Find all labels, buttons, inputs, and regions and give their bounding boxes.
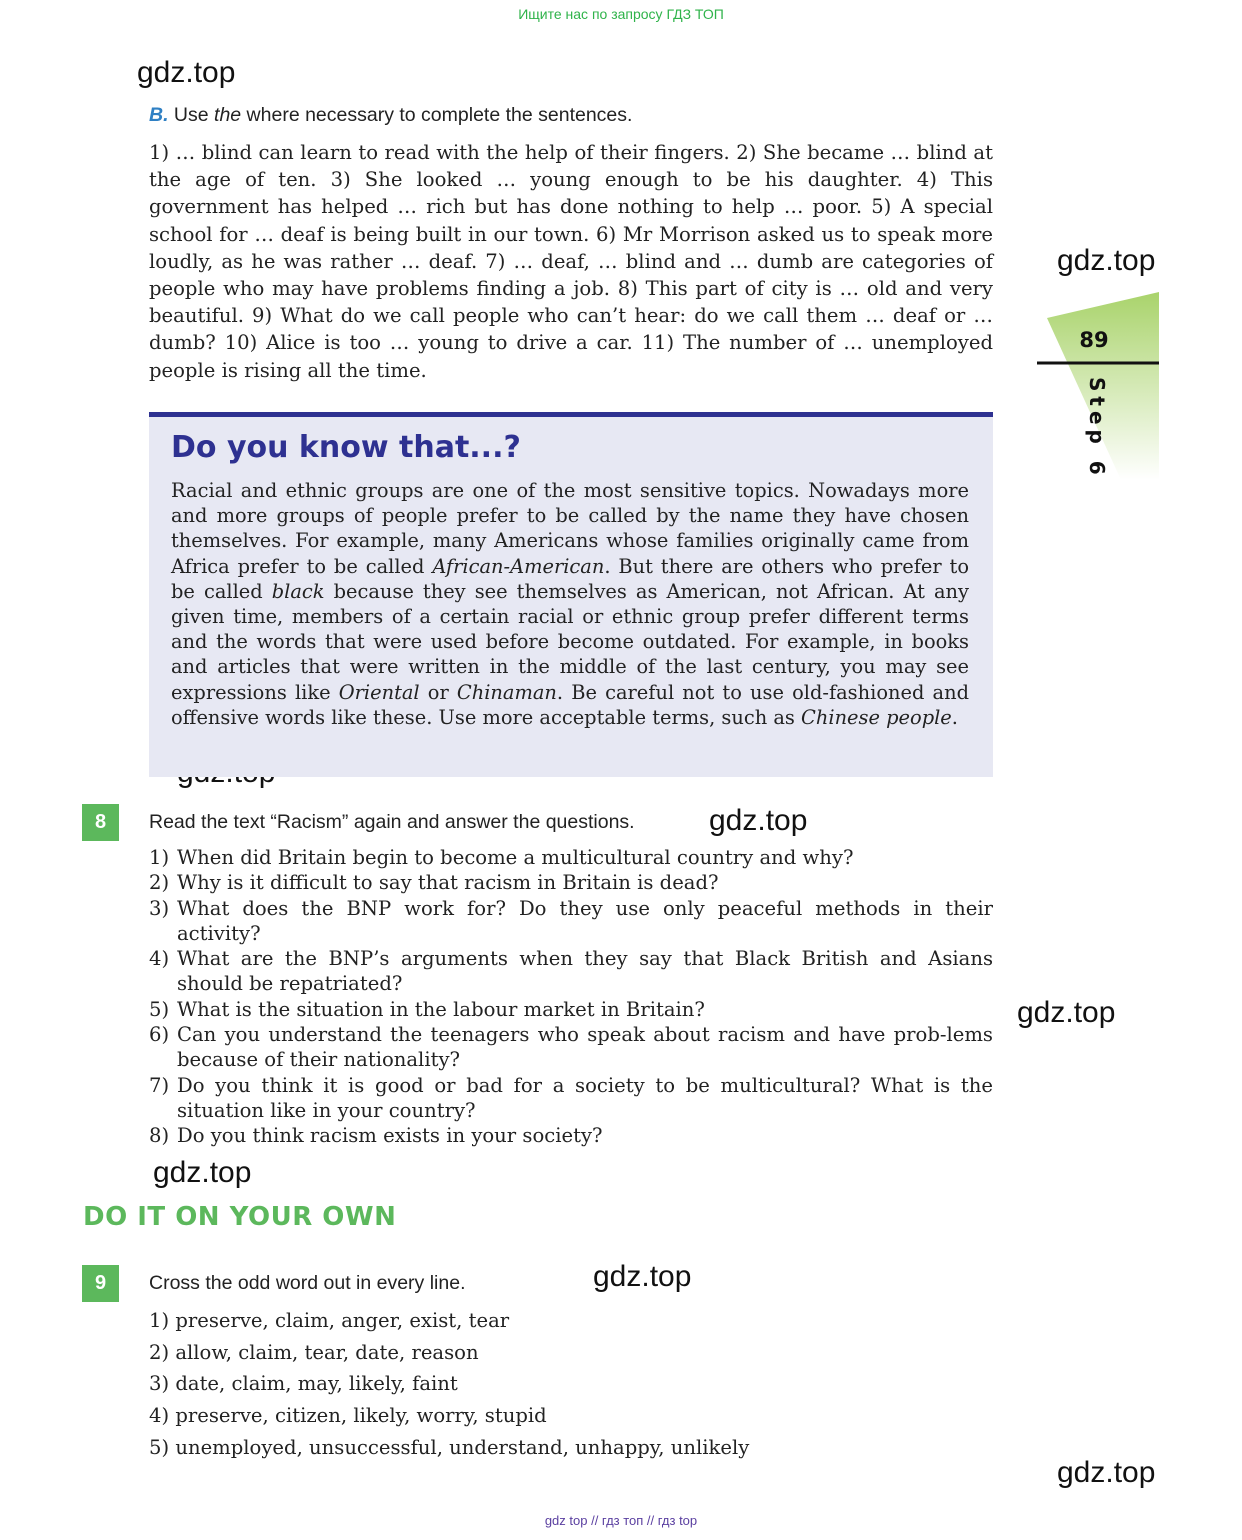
list-item: [149, 1022, 993, 1073]
exercise-b-text: 1) … blind can learn to read with the help of their fingers. 2) She became … blind at the age of ten. 3) She looked … young enough to be his daughter. 4) This government has helped … rich but has done nothing to help … poor. 5) A special school for … deaf is being built in our town. 6) Mr Morrison asked us to speak more loudly, as he was rather … deaf. 7) … deaf, … blind and … dumb are categories of people who may have problems finding a job. 8) This part of city is … old and very beautiful. 9) What do we call people who can’t hear: do we call them … deaf or … dumb? 10) Alice is too … young to drive a car. 11) The number of … unemployed people is rising all the time.: [149, 141, 993, 382]
item-text: Do you think it is good or bad for a society to be multicultural? What is the situation like in your country?: [177, 1073, 993, 1122]
exercise-8-instruction: Read the text “Racism” again and answer the questions.: [149, 811, 635, 833]
footer-links[interactable]: gdz top // гдз топ // гдз top: [544, 1513, 698, 1528]
text-part: .: [951, 705, 958, 729]
text-emphasis: Chinaman: [456, 680, 557, 704]
exercise-8-number: 8: [82, 804, 119, 841]
item-text: Can you understand the teenagers who speak about racism and have prob-lems because of their nationality?: [177, 1023, 993, 1072]
did-you-know-text: [171, 478, 969, 730]
item-number: 1): [149, 846, 170, 869]
item-number: 7): [149, 1073, 170, 1097]
list-item: 3) date, claim, may, likely, faint: [149, 1372, 458, 1396]
list-item: [149, 845, 993, 870]
watermark: gdz.top: [153, 1156, 252, 1189]
exercise-b-instruction: [149, 104, 632, 127]
list-item: [149, 997, 993, 1022]
exercise-9-lines: [149, 1305, 749, 1464]
exercise-9-number: 9: [82, 1265, 119, 1302]
list-item: [149, 896, 993, 947]
list-item: 1) preserve, claim, anger, exist, tear: [149, 1309, 510, 1332]
watermark: gdz.top: [1057, 244, 1156, 277]
text-emphasis: black: [271, 579, 325, 603]
item-text: Why is it difficult to say that racism in Britain is dead?: [177, 871, 719, 895]
text-emphasis: African-American: [432, 554, 605, 578]
item-text: What is the situation in the labour market in Britain?: [177, 997, 705, 1021]
text-emphasis: Oriental: [338, 680, 420, 704]
list-item: 2) allow, claim, tear, date, reason: [149, 1340, 479, 1364]
watermark: gdz.top: [1057, 1456, 1156, 1489]
text-part: Racial and ethnic groups are one of the most sensitive topics. Nowadays more and more groups of people prefer to be called by the name they have chosen themselves. For example, many Americans whose families originally came from Africa prefer to be called: [171, 479, 969, 578]
page-number: 89: [1079, 328, 1109, 352]
list-item: [149, 1073, 993, 1124]
item-text: What does the BNP work for? Do they use only peaceful methods in their activity?: [177, 896, 993, 945]
text-part: or: [419, 680, 457, 704]
list-item: 5) unemployed, unsuccessful, understand, unhappy, unlikely: [149, 1435, 750, 1459]
list-item: [149, 1123, 993, 1148]
text-part: because they see themselves as American, not African. At any given time, members of a certain racial or ethnic group prefer different terms and the words that were used before become outdated. For example, in books and articles that were written in the middle of the last century, you may see expressions like: [171, 579, 969, 704]
exercise-8-questions: [149, 845, 993, 1149]
top-banner[interactable]: Ищите нас по запросу ГДЗ ТОП: [518, 6, 724, 22]
item-number: 8): [149, 1124, 170, 1148]
step-label: Step 6: [1085, 377, 1109, 480]
list-item: [149, 946, 993, 997]
instruction-emphasis: the: [214, 104, 242, 126]
item-text: What are the BNP’s arguments when they say that Black British and Asians should be repatriated?: [177, 947, 993, 996]
section-heading: DO IT ON YOUR OWN: [83, 1202, 397, 1232]
did-you-know-title: Do you know that...?: [171, 430, 521, 465]
item-number: 4): [149, 947, 170, 971]
text-emphasis: Chinese people: [801, 705, 952, 729]
exercise-9-instruction: Cross the odd word out in every line.: [149, 1272, 466, 1294]
item-text: Do you think racism exists in your society?: [177, 1124, 603, 1148]
item-text: When did Britain begin to become a multicultural country and why?: [177, 846, 854, 869]
exercise-b-letter: B.: [149, 104, 169, 126]
watermark: gdz.top: [709, 804, 808, 837]
list-item: 4) preserve, citizen, likely, worry, stupid: [149, 1404, 547, 1428]
instruction-text: where necessary to complete the sentences.: [241, 104, 633, 126]
item-number: 5): [149, 997, 170, 1021]
instruction-text: Use: [173, 104, 215, 126]
text-part: . But there are others who prefer to be called: [171, 554, 969, 603]
watermark: gdz.top: [593, 1260, 692, 1293]
text-part: . Be careful not to use old-fashioned and offensive words like these. Use more acceptable terms, such as: [171, 680, 969, 729]
list-item: [149, 870, 993, 895]
item-number: 2): [149, 871, 170, 895]
item-number: 3): [149, 896, 170, 920]
item-number: 6): [149, 1023, 170, 1047]
watermark: gdz.top: [1017, 996, 1116, 1029]
watermark: gdz.top: [137, 56, 236, 89]
